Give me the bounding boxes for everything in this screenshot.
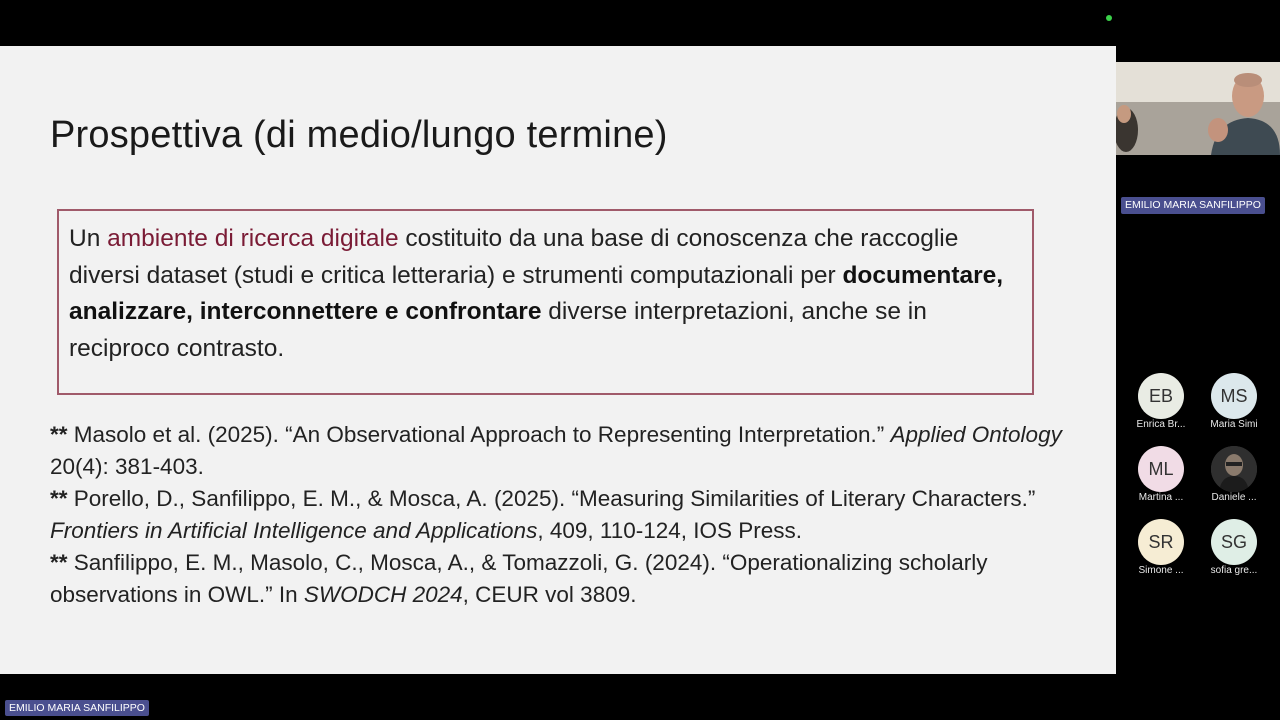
- definition-intro: Un: [69, 225, 108, 252]
- reference-item: [50, 483, 1070, 547]
- reference-item: [50, 547, 1070, 611]
- reference-marker: **: [50, 422, 68, 447]
- presenter-name-tag: EMILIO MARIA SANFILIPPO: [5, 700, 149, 716]
- avatar: ML: [1138, 446, 1184, 492]
- participant-tile[interactable]: [1202, 446, 1266, 503]
- reference-details: , 409, 110-124, IOS Press.: [537, 518, 803, 543]
- participant-name: Simone ...: [1138, 565, 1184, 576]
- participant-name: Maria Simi: [1210, 419, 1258, 430]
- participant-name: sofia gre...: [1210, 565, 1258, 576]
- definition-end: diverse interpretazioni, anche se in reciproco contrasto.: [69, 298, 927, 362]
- participant-name: Enrica Br...: [1136, 419, 1186, 430]
- avatar: SR: [1138, 519, 1184, 565]
- reference-details: 20(4): 381-403.: [50, 454, 204, 479]
- reference-venue: Frontiers in Artificial Intelligence and Applications: [50, 518, 538, 543]
- definition-highlight: ambiente di ricerca digitale: [107, 225, 399, 252]
- definition-text: [69, 221, 1018, 367]
- speaker-video-frame: [1116, 62, 1280, 155]
- reference-text: Porello, D., Sanfilippo, E. M., & Mosca, A. (2025). “Measuring Similarities of Literary Characters.”: [67, 486, 1036, 511]
- user-photo-icon: [1211, 446, 1257, 492]
- shared-slide: [0, 46, 1116, 674]
- connection-status-icon: [1106, 15, 1112, 21]
- reference-marker: **: [50, 550, 68, 575]
- participant-tile[interactable]: [1202, 519, 1266, 576]
- reference-list: [50, 419, 1070, 611]
- reference-text: Sanfilippo, E. M., Masolo, C., Mosca, A., & Tomazzoli, G. (2024). “Operationalizing scholarly observations in OWL.” In: [50, 550, 988, 607]
- speaker-name-tag: EMILIO MARIA SANFILIPPO: [1121, 197, 1265, 214]
- avatar-photo: [1211, 446, 1257, 492]
- reference-item: [50, 419, 1070, 483]
- participant-tile[interactable]: [1129, 446, 1193, 503]
- reference-venue: Applied Ontology: [890, 422, 1062, 447]
- reference-venue: SWODCH 2024: [303, 582, 463, 607]
- avatar: EB: [1138, 373, 1184, 419]
- participant-tile[interactable]: [1202, 373, 1266, 430]
- participant-tile[interactable]: [1129, 373, 1193, 430]
- participant-name: Daniele ...: [1211, 492, 1257, 503]
- participant-name: Martina ...: [1138, 492, 1184, 503]
- avatar: SG: [1211, 519, 1257, 565]
- definition-middle: costituito da una base di conoscenza che raccoglie diversi dataset (studi e critica letteraria) e strumenti computazionali per: [69, 225, 959, 289]
- speaker-video[interactable]: [1116, 62, 1280, 155]
- reference-marker: **: [50, 486, 68, 511]
- reference-text: Masolo et al. (2025). “An Observational Approach to Representing Interpretation.”: [67, 422, 891, 447]
- slide-title: Prospettiva (di medio/lungo termine): [50, 114, 668, 156]
- reference-details: , CEUR vol 3809.: [462, 582, 637, 607]
- definition-bold: documentare, analizzare, interconnettere e confrontare: [69, 261, 1004, 325]
- definition-box: [57, 209, 1034, 395]
- avatar: MS: [1211, 373, 1257, 419]
- participant-tile[interactable]: [1129, 519, 1193, 576]
